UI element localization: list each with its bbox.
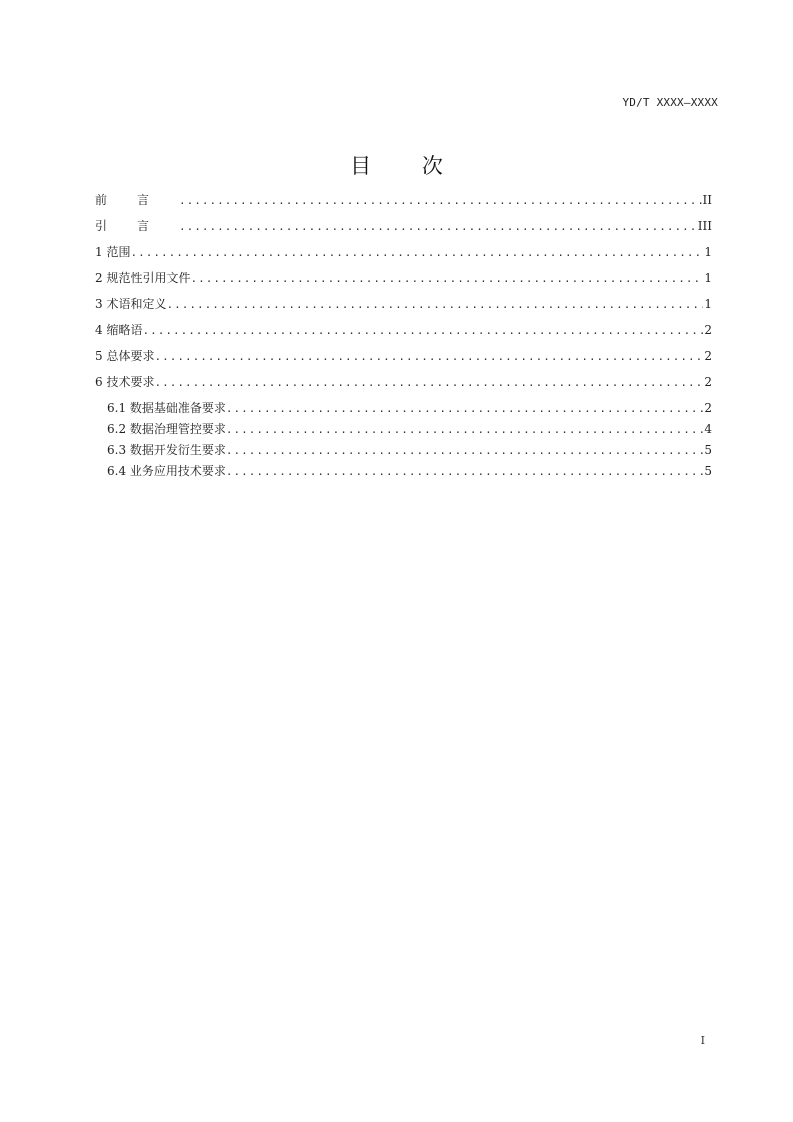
toc-entry-label: 5 总体要求 <box>95 349 155 363</box>
toc-entry-scope[interactable] <box>95 244 712 261</box>
toc-entry-page: 2 <box>704 323 712 337</box>
toc-entry-data-governance[interactable] <box>95 421 712 438</box>
toc-entry-page: 1 <box>704 245 712 259</box>
toc-leader-dots <box>142 322 703 339</box>
toc-entry-business-application[interactable] <box>95 463 712 480</box>
toc-entry-page: III <box>697 219 712 233</box>
toc-leader-dots <box>226 400 703 417</box>
page-number: I <box>700 1034 705 1047</box>
toc-entry-page: II <box>702 193 712 207</box>
toc-entry-label: 6.2 数据治理管控要求 <box>107 422 226 436</box>
toc-entry-general-requirements[interactable] <box>95 348 712 365</box>
toc-entry-label: 引言 <box>95 219 180 233</box>
toc-entry-label: 2 规范性引用文件 <box>95 271 191 285</box>
toc-entry-page: 5 <box>704 464 712 478</box>
toc-entry-page: 5 <box>704 443 712 457</box>
toc-entry-abbreviations[interactable] <box>95 322 712 339</box>
toc-entry-page: 2 <box>704 349 712 363</box>
toc-entry-page: 1 <box>704 271 712 285</box>
toc-entry-label: 4 缩略语 <box>95 323 143 337</box>
toc-entry-data-foundation[interactable] <box>95 400 712 417</box>
table-of-contents <box>95 192 712 484</box>
toc-entry-data-development[interactable] <box>95 442 712 459</box>
toc-entry-label: 前言 <box>95 193 180 207</box>
toc-leader-dots <box>166 296 703 313</box>
toc-entry-normative-references[interactable] <box>95 270 712 287</box>
toc-entry-page: 4 <box>704 422 712 436</box>
toc-leader-dots <box>190 270 703 287</box>
toc-entry-label: 3 术语和定义 <box>95 297 167 311</box>
toc-leader-dots <box>226 442 703 459</box>
toc-leader-dots <box>179 192 702 209</box>
toc-entry-label: 1 范围 <box>95 245 131 259</box>
toc-leader-dots <box>226 421 703 438</box>
toc-entry-page: 2 <box>704 401 712 415</box>
toc-entry-label: 6.1 数据基础准备要求 <box>107 401 226 415</box>
toc-entry-technical-requirements[interactable] <box>95 374 712 391</box>
toc-leader-dots <box>154 374 703 391</box>
toc-entry-foreword[interactable] <box>95 192 712 209</box>
toc-entry-label: 6 技术要求 <box>95 375 155 389</box>
toc-entry-terms-definitions[interactable] <box>95 296 712 313</box>
toc-entry-introduction[interactable] <box>95 218 712 235</box>
toc-leader-dots <box>154 348 703 365</box>
document-code: YD/T XXXX—XXXX <box>622 96 718 109</box>
toc-entry-page: 2 <box>704 375 712 389</box>
toc-leader-dots <box>179 218 697 235</box>
toc-leader-dots <box>130 244 703 261</box>
toc-entry-page: 1 <box>704 297 712 311</box>
toc-leader-dots <box>226 463 703 480</box>
toc-entry-label: 6.3 数据开发衍生要求 <box>107 443 226 457</box>
toc-entry-label: 6.4 业务应用技术要求 <box>107 464 226 478</box>
toc-title: 目 次 <box>350 154 465 178</box>
